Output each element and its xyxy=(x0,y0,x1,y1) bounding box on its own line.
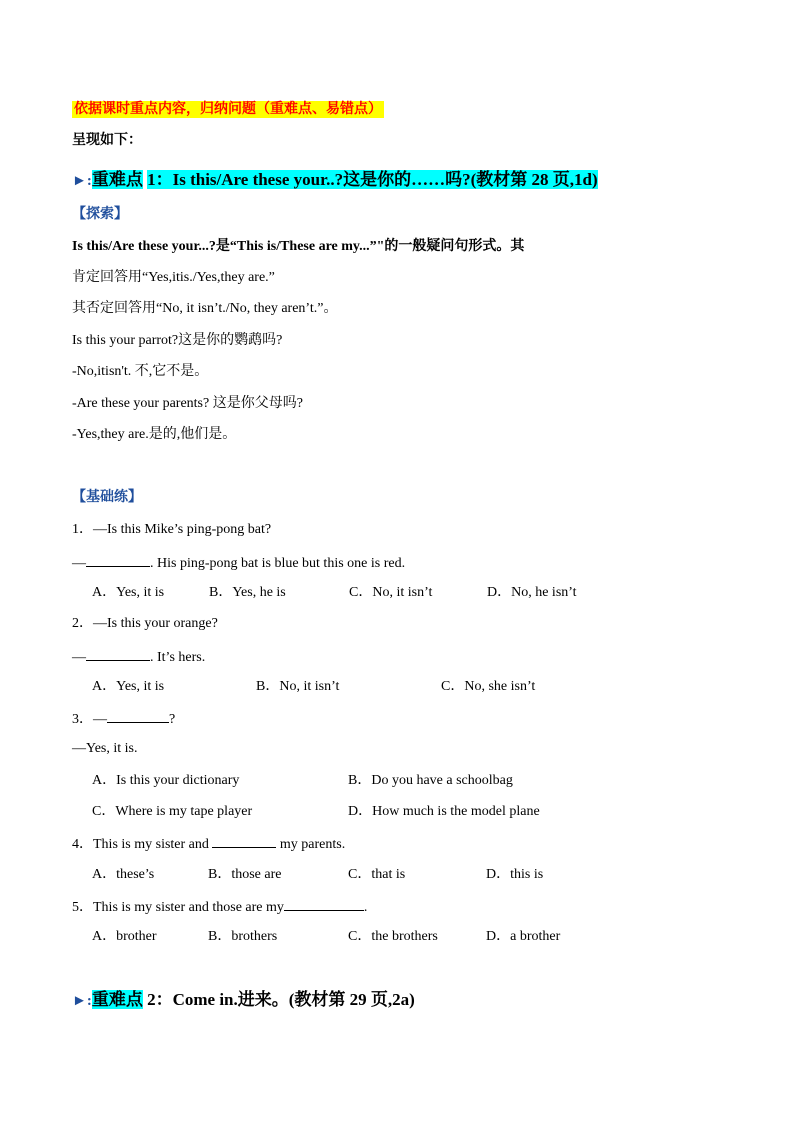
question-2-stem: 2．—Is this your orange? xyxy=(72,616,218,631)
key-point-text: 1：Is this/Are these your..?这是你的……吗?(教材第 28 页,1d) xyxy=(147,170,598,189)
key-point-1-heading xyxy=(72,167,598,194)
question-1-answer: — . His ping-pong bat is blue but this one is red. xyxy=(72,552,405,574)
explore-title: 【探索】 xyxy=(72,207,128,222)
option-a[interactable]: A．Yes, it is xyxy=(92,679,165,694)
arrow-icon: ►: xyxy=(72,993,92,1009)
option-d[interactable]: D．No, he isn’t xyxy=(487,585,577,600)
option-c[interactable]: C．the brothers xyxy=(348,929,438,944)
option-c[interactable]: C．No, she isn’t xyxy=(441,679,536,694)
question-1-stem: 1．—Is this Mike’s ping-pong bat? xyxy=(72,522,272,537)
option-b[interactable]: B．No, it isn’t xyxy=(256,679,340,694)
question-4-stem: 4．This is my sister and my parents. xyxy=(72,833,345,855)
key-point-2-heading xyxy=(72,987,415,1014)
intro-subheading: 呈现如下： xyxy=(72,133,142,148)
answer-blank[interactable] xyxy=(212,833,276,848)
question-5-stem: 5．This is my sister and those are my . xyxy=(72,896,367,918)
explore-line-7: -Yes,they are.是的,他们是。 xyxy=(72,427,237,442)
explore-line-4: Is this your parrot?这是你的鹦鹉吗? xyxy=(72,333,283,348)
answer-blank[interactable] xyxy=(86,552,150,567)
answer-blank[interactable] xyxy=(86,646,150,661)
key-point-label: 重难点 xyxy=(91,170,143,189)
option-a[interactable]: A．Is this your dictionary xyxy=(92,773,240,788)
option-a[interactable]: A．brother xyxy=(92,929,157,944)
explore-line-1: Is this/Are these your...?是“This is/These are my...”"的一般疑问句形式。其 xyxy=(72,239,525,254)
key-point-text: 2：Come in.进来。(教材第 29 页,2a) xyxy=(147,990,415,1009)
option-d[interactable]: D．a brother xyxy=(486,929,561,944)
option-b[interactable]: B．Yes, he is xyxy=(209,585,286,600)
option-c[interactable]: C．Where is my tape player xyxy=(92,804,253,819)
answer-blank[interactable] xyxy=(284,896,364,911)
key-point-label: 重难点 xyxy=(91,990,143,1009)
option-a[interactable]: A．these’s xyxy=(92,867,155,882)
option-b[interactable]: B．brothers xyxy=(208,929,278,944)
option-d[interactable]: D．How much is the model plane xyxy=(348,804,540,819)
answer-blank[interactable] xyxy=(107,708,169,723)
arrow-icon: ►: xyxy=(72,173,92,189)
intro-heading: 依据课时重点内容，归纳问题（重难点、易错点） xyxy=(74,102,382,117)
basic-title: 【基础练】 xyxy=(72,490,142,505)
explore-line-2: 肯定回答用“Yes,itis./Yes,they are.” xyxy=(72,270,275,285)
option-b[interactable]: B．Do you have a schoolbag xyxy=(348,773,513,788)
question-2-answer: — . It’s hers. xyxy=(72,646,205,668)
explore-line-6: -Are these your parents? 这是你父母吗? xyxy=(72,396,303,411)
option-d[interactable]: D．this is xyxy=(486,867,544,882)
option-a[interactable]: A．Yes, it is xyxy=(92,585,165,600)
explore-line-3: 其否定回答用“No, it isn’t./No, they aren’t.”。 xyxy=(72,301,338,316)
option-c[interactable]: C．No, it isn’t xyxy=(349,585,433,600)
option-c[interactable]: C．that is xyxy=(348,867,406,882)
question-3-stem: 3．— ? xyxy=(72,708,175,730)
option-b[interactable]: B．those are xyxy=(208,867,282,882)
explore-line-5: -No,itisn't. 不,它不是。 xyxy=(72,364,209,379)
question-3-answer: —Yes, it is. xyxy=(72,741,138,756)
